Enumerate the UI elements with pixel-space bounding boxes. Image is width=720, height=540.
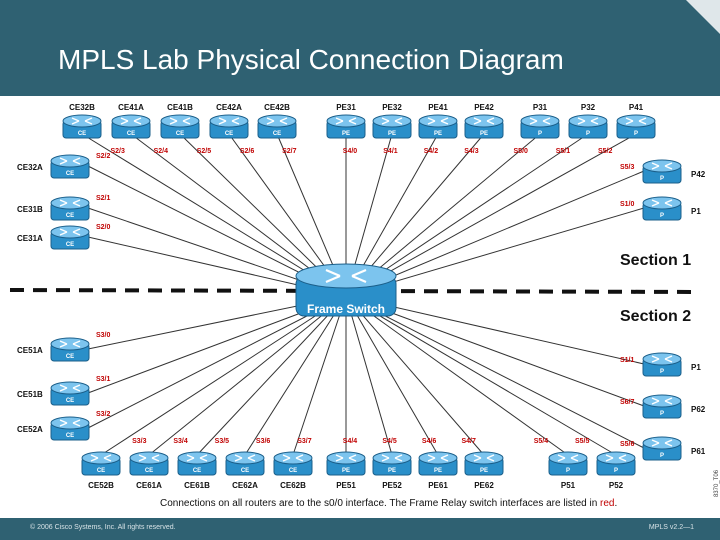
router-name: PE41	[428, 103, 448, 112]
port-label: S4/5	[382, 438, 397, 445]
router-name: P61	[691, 447, 706, 456]
router-type-label: CE	[65, 433, 75, 439]
router-type-label: CE	[126, 131, 136, 137]
router-type-label: CE	[65, 398, 75, 404]
port-label: S3/0	[96, 332, 111, 339]
frame-switch	[296, 264, 396, 316]
connection-line	[346, 296, 644, 448]
router-name: P51	[560, 481, 576, 490]
router-type-label: CE	[65, 242, 75, 248]
router-p42	[643, 160, 681, 183]
router-type-label: PE	[387, 468, 397, 474]
port-label: S5/0	[513, 148, 528, 155]
router-pe62	[465, 452, 503, 475]
section-2-label: Section 2	[620, 308, 692, 325]
router-type-label: CE	[77, 131, 87, 137]
router-type-label: CE	[96, 468, 106, 474]
router-ce42b	[258, 115, 296, 138]
router-ce52b	[82, 452, 120, 475]
router-ce32a	[51, 155, 89, 178]
port-label: S5/3	[620, 164, 635, 171]
caption-end: .	[614, 498, 618, 509]
router-p41	[617, 115, 655, 138]
port-label: S2/3	[110, 148, 125, 155]
router-type-label: P	[659, 453, 665, 459]
port-label: S4/7	[461, 438, 476, 445]
router-type-label: PE	[433, 468, 443, 474]
page-title: MPLS Lab Physical Connection Diagram	[58, 44, 564, 75]
router-type-label: P	[659, 213, 665, 219]
copyright-text: © 2006 Cisco Systems, Inc. All rights reserved.	[30, 524, 176, 531]
port-label: S4/1	[383, 148, 398, 155]
port-label: S4/2	[423, 148, 439, 155]
router-name: CE62B	[280, 481, 306, 490]
caption-text: Connections on all routers are to the s0/0 interface. The Frame Relay switch interfaces are listed in	[160, 498, 601, 509]
connection-line	[245, 296, 346, 455]
router-type-label: CE	[65, 213, 75, 219]
router-type-label: P	[659, 411, 665, 417]
router-pe31	[327, 115, 365, 138]
router-type-label: P	[613, 468, 619, 474]
connection-line	[346, 296, 484, 455]
router-ce62a	[226, 452, 264, 475]
router-type-label: CE	[175, 131, 185, 137]
port-label: S2/7	[282, 148, 297, 155]
port-label: S4/6	[421, 438, 437, 445]
router-type-label: CE	[240, 468, 250, 474]
router-name: PE61	[428, 481, 448, 490]
router-name: CE61B	[184, 481, 210, 490]
router-name: CE32A	[17, 163, 43, 172]
slide-code: 8370_T06	[714, 470, 720, 498]
router-type-label: CE	[224, 131, 234, 137]
router-p62	[643, 395, 681, 418]
port-label: S2/5	[196, 148, 212, 155]
router-type-label: PE	[341, 131, 351, 137]
router-type-label: P	[565, 468, 571, 474]
router-name: P32	[580, 103, 596, 112]
router-name: PE51	[336, 481, 356, 490]
router-type-label: CE	[288, 468, 298, 474]
router-name: PE32	[382, 103, 402, 112]
router-type-label: CE	[65, 171, 75, 177]
connection-line	[346, 296, 616, 455]
section-1-label: Section 1	[620, 252, 692, 269]
router-name: PE31	[336, 103, 356, 112]
port-label: S3/4	[173, 438, 188, 445]
port-label: S3/2	[96, 411, 111, 418]
port-label: S3/6	[255, 438, 271, 445]
router-type-label: CE	[65, 354, 75, 360]
caption-highlight: red	[600, 498, 615, 509]
title-bar	[0, 0, 720, 96]
connection-line	[197, 296, 346, 455]
router-p1	[643, 353, 681, 376]
router-p1	[643, 197, 681, 220]
router-name: CE41B	[167, 103, 193, 112]
footer-bar	[0, 518, 720, 540]
router-type-label: PE	[479, 131, 489, 137]
router-name: CE31A	[17, 234, 43, 243]
port-label: S4/4	[342, 438, 358, 445]
router-p32	[569, 115, 607, 138]
router-type-label: PE	[341, 468, 351, 474]
port-label: S1/1	[620, 357, 635, 364]
router-name: CE51B	[17, 390, 43, 399]
connection-line	[101, 296, 346, 455]
router-p52	[597, 452, 635, 475]
router-ce52a	[51, 417, 89, 440]
router-ce41b	[161, 115, 199, 138]
router-p51	[549, 452, 587, 475]
router-type-label: P	[633, 131, 639, 137]
port-label: S3/5	[214, 438, 230, 445]
router-name: P42	[691, 170, 706, 179]
port-label: S2/4	[153, 148, 169, 155]
port-label: S2/6	[239, 148, 255, 155]
router-name: PE52	[382, 481, 402, 490]
port-label: S6/7	[620, 399, 635, 406]
router-pe61	[419, 452, 457, 475]
router-name: P1	[691, 207, 701, 216]
router-ce51b	[51, 382, 89, 405]
header-corner-accent	[686, 0, 720, 34]
network-diagram	[0, 96, 720, 498]
router-ce32b	[63, 115, 101, 138]
port-label: S5/1	[555, 148, 571, 155]
connection-line	[346, 296, 392, 455]
router-ce61a	[130, 452, 168, 475]
router-name: PE42	[474, 103, 494, 112]
router-pe41	[419, 115, 457, 138]
router-name: CE41A	[118, 103, 144, 112]
router-name: CE42B	[264, 103, 290, 112]
router-name: CE51A	[17, 346, 43, 355]
router-p61	[643, 437, 681, 460]
router-name: CE31B	[17, 205, 43, 214]
router-type-label: PE	[433, 131, 443, 137]
router-name: P1	[691, 363, 701, 372]
router-ce31b	[51, 197, 89, 220]
router-p31	[521, 115, 559, 138]
router-ce42a	[210, 115, 248, 138]
connection-line	[293, 296, 346, 455]
page-number: MPLS v2.2—1	[648, 524, 694, 531]
connection-line	[346, 296, 568, 455]
router-type-label: P	[659, 176, 665, 182]
router-name: P52	[608, 481, 624, 490]
router-type-label: CE	[192, 468, 202, 474]
router-name: CE52B	[88, 481, 114, 490]
router-ce61b	[178, 452, 216, 475]
router-name: CE61A	[136, 481, 162, 490]
router-pe32	[373, 115, 411, 138]
router-pe51	[327, 452, 365, 475]
port-label: S3/3	[132, 438, 147, 445]
router-type-label: P	[585, 131, 591, 137]
diagram-caption	[160, 498, 617, 509]
port-label: S1/0	[620, 201, 635, 208]
port-label: S4/3	[464, 148, 479, 155]
port-label: S2/0	[96, 224, 111, 231]
port-label: S2/2	[96, 153, 111, 160]
router-type-label: P	[537, 131, 543, 137]
router-ce31a	[51, 226, 89, 249]
port-label: S5/5	[574, 438, 590, 445]
router-pe52	[373, 452, 411, 475]
frame-switch-label: Frame Switch	[306, 302, 386, 316]
router-name: CE42A	[216, 103, 242, 112]
router-type-label: PE	[479, 468, 489, 474]
connection-line	[149, 296, 346, 455]
router-name: P31	[532, 103, 548, 112]
port-label: S3/1	[96, 376, 111, 383]
router-ce41a	[112, 115, 150, 138]
router-type-label: P	[659, 369, 665, 375]
router-type-label: CE	[144, 468, 154, 474]
router-ce51a	[51, 338, 89, 361]
router-name: CE32B	[69, 103, 95, 112]
router-name: CE52A	[17, 425, 43, 434]
router-type-label: PE	[387, 131, 397, 137]
router-name: P41	[628, 103, 644, 112]
router-name: PE62	[474, 481, 494, 490]
router-name: P62	[691, 405, 706, 414]
port-label: S4/0	[342, 148, 358, 155]
router-ce62b	[274, 452, 312, 475]
router-type-label: CE	[272, 131, 282, 137]
port-label: S5/6	[620, 441, 635, 448]
port-label: S5/4	[533, 438, 549, 445]
router-name: CE62A	[232, 481, 258, 490]
port-label: S5/2	[597, 148, 613, 155]
port-label: S3/7	[297, 438, 312, 445]
router-pe42	[465, 115, 503, 138]
port-label: S2/1	[96, 195, 111, 202]
